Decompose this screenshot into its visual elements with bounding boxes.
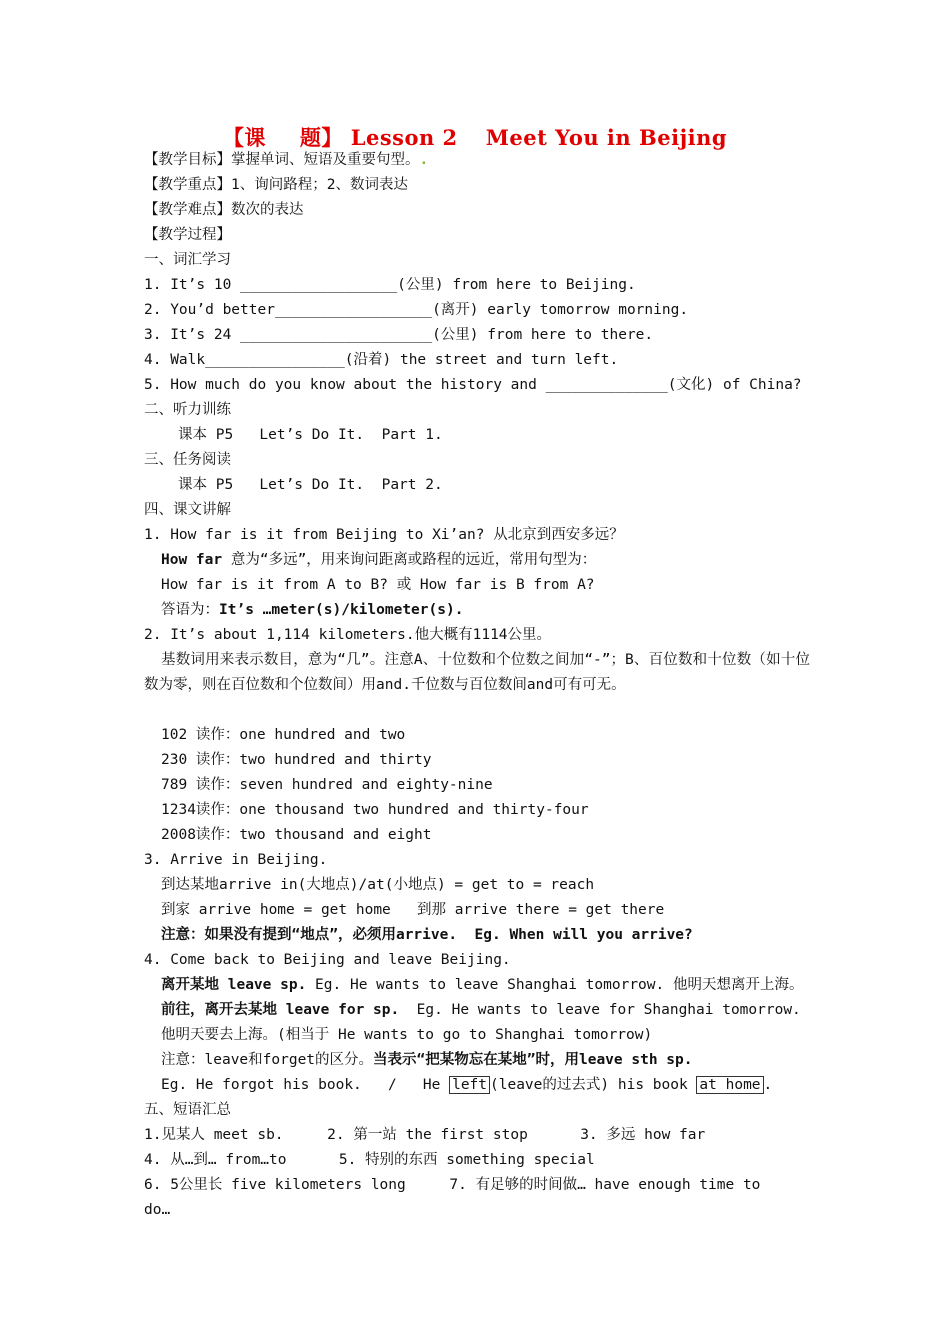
- explain-1-pattern: How far is it from A to B? 或 How far is B from A?: [161, 577, 595, 593]
- explain-1-meaning: How far 意为“多远”，用来询问距离或路程的远近，常用句型为：: [161, 552, 597, 568]
- phrase-row-4: do…: [144, 1202, 171, 1218]
- teaching-key: 【教学重点】1、询问路程；2、数词表达: [144, 177, 408, 193]
- explain-1: 1. How far is it from Beijing to Xi’an? 从北京到西安多远？: [144, 527, 624, 543]
- section-reading: 三、任务阅读: [144, 452, 231, 468]
- title-name: Meet You in Beijing: [485, 125, 728, 150]
- explain-2: 2. It’s about 1,114 kilometers.他大概有1114公里。: [144, 627, 552, 643]
- phrase-row-1: 1.见某人 meet sb. 2. 第一站 the first stop 3. 多远 how far: [144, 1127, 706, 1143]
- explain-4: 4. Come back to Beijing and leave Beijing.: [144, 952, 511, 968]
- explain-1-answer: 答语为：It’s …meter(s)/kilometer(s).: [161, 602, 464, 618]
- number-example-2: 230 读作：two hundred and thirty: [161, 752, 432, 768]
- number-example-3: 789 读作：seven hundred and eighty-nine: [161, 777, 493, 793]
- explain-3-note: 注意：如果没有提到“地点”，必须用arrive. Eg. When will you arrive?: [161, 927, 693, 943]
- explain-3-home: 到家 arrive home = get home 到那 arrive there = get there: [161, 902, 665, 918]
- section-listening: 二、听力训练: [144, 402, 231, 418]
- explain-4-note: 注意：leave和forget的区分。当表示“把某物忘在某地”时，用leave sth sp.: [161, 1052, 693, 1068]
- explain-4-leave: 离开某地 leave sp. Eg. He wants to leave Shanghai tomorrow. 他明天想离开上海。: [161, 977, 804, 993]
- vocab-item-4: 4. Walk________________(沿着) the street and turn left.: [144, 352, 619, 368]
- phrase-row-3: 6. 5公里长 five kilometers long 7. 有足够的时间做… have enough time to: [144, 1177, 761, 1193]
- title-lesson: Lesson 2: [350, 125, 458, 150]
- explain-4-translation: 他明天要去上海。(相当于 He wants to go to Shanghai tomorrow): [161, 1027, 653, 1043]
- explain-4-leave-for: 前往，离开去某地 leave for sp. Eg. He wants to leave for Shanghai tomorrow.: [161, 1002, 801, 1018]
- explain-4-example: Eg. He forgot his book. / He left (leave的过去式) his book at home .: [161, 1077, 773, 1093]
- vocab-item-1: 1. It’s 10 __________________(公里) from here to Beijing.: [144, 277, 636, 293]
- teaching-goal: 【教学目标】掌握单词、短语及重要句型。.: [144, 152, 429, 168]
- title-bracket: 【课: [222, 125, 266, 150]
- boxed-word-at-home: at home: [696, 1076, 763, 1094]
- vocab-item-2: 2. You’d better__________________(离开) early tomorrow morning.: [144, 302, 689, 318]
- explain-2-paragraph: 基数词用来表示数目，意为“几”。注意A、十位数和个位数之间加“-”；B、百位数和十位数（如十位数为零，则在百位数和个位数间）用and.千位数与百位数间and可有可无。: [144, 652, 810, 693]
- boxed-word-left: left: [449, 1076, 490, 1094]
- section-explanation: 四、课文讲解: [144, 502, 231, 518]
- explain-3-arrive: 到达某地arrive in(大地点)/at(小地点) = get to = reach: [161, 877, 595, 893]
- number-example-1: 102 读作：one hundred and two: [161, 727, 406, 743]
- teaching-difficult: 【教学难点】数次的表达: [144, 202, 304, 218]
- phrase-row-2: 4. 从…到… from…to 5. 特别的东西 something special: [144, 1152, 595, 1168]
- teaching-process: 【教学过程】: [144, 227, 231, 243]
- vocab-item-5: 5. How much do you know about the history and ______________(文化) of China?: [144, 377, 802, 393]
- section-phrases: 五、短语汇总: [144, 1102, 231, 1118]
- number-example-5: 2008读作：two thousand and eight: [161, 827, 432, 843]
- title-ti: 题】: [299, 125, 343, 150]
- listening-item: 课本 P5 Let’s Do It. Part 1.: [178, 427, 443, 443]
- number-example-4: 1234读作：one thousand two hundred and thirty-four: [161, 802, 589, 818]
- vocab-item-3: 3. It’s 24 ______________________(公里) from here to there.: [144, 327, 654, 343]
- section-vocabulary: 一、词汇学习: [144, 252, 231, 268]
- reading-item: 课本 P5 Let’s Do It. Part 2.: [178, 477, 443, 493]
- explain-3: 3. Arrive in Beijing.: [144, 852, 328, 868]
